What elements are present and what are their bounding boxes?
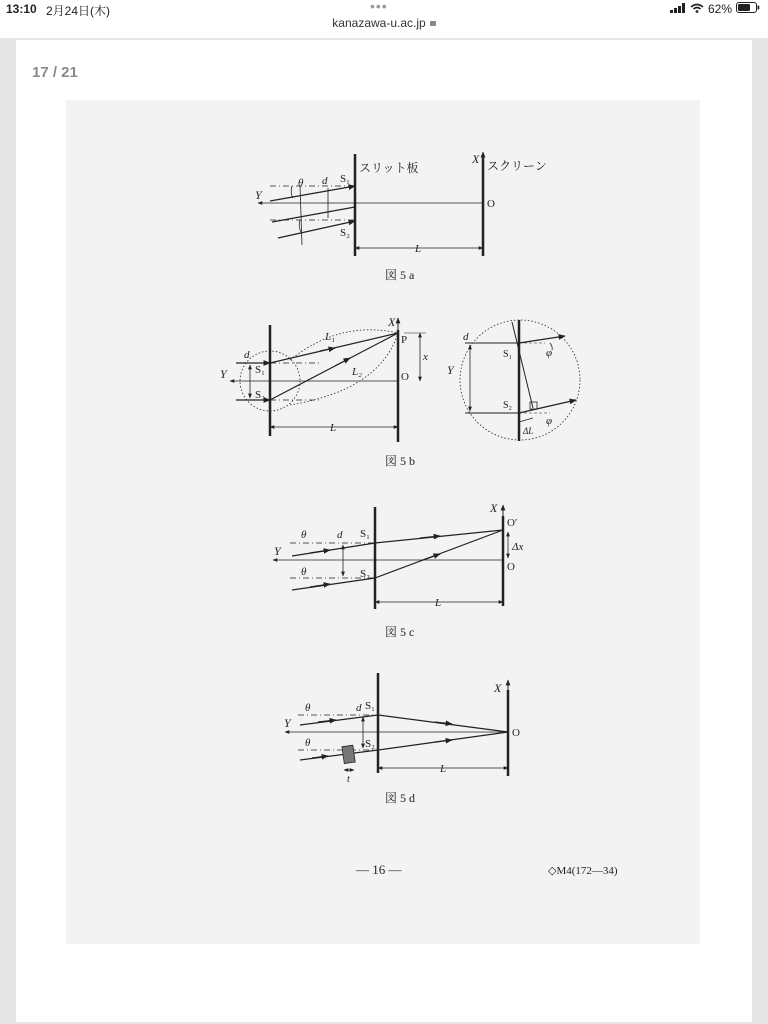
fig5c-s2-label: S₂: [360, 568, 370, 580]
battery-percent: 62%: [707, 2, 732, 16]
caption-5b: 図 5 b: [385, 454, 416, 468]
page-counter: 17 / 21: [32, 64, 78, 81]
fig5d-s2-label: S₂: [365, 738, 375, 750]
fig5c-x-axis-label: X: [490, 501, 498, 515]
screen-label: スクリーン: [487, 159, 547, 173]
d-label: d: [322, 175, 328, 187]
s1-label: S₁: [340, 173, 350, 185]
fig5b-s2-label: S₂: [255, 389, 265, 401]
l2-label: L₂: [352, 366, 362, 378]
fig5d-y-axis-label: Y: [284, 716, 291, 730]
fig5c-theta-top: θ: [301, 529, 307, 541]
multitasking-dots-icon[interactable]: •••: [370, 0, 388, 14]
fig5d-x-axis-label: X: [494, 681, 502, 695]
fig5b-x-axis-label: X: [388, 315, 396, 329]
zoom-s1-label: S₁: [503, 349, 513, 360]
fig5d-l-label: L: [440, 763, 447, 775]
fig5d-s1-label: S₁: [365, 700, 375, 712]
phi-label-top: φ: [546, 347, 553, 359]
fig5b-y-axis-label: Y: [220, 367, 227, 381]
fig5c-l-label: L: [435, 597, 442, 609]
l1-label: L₁: [325, 331, 335, 343]
delta-x-label: Δx: [512, 541, 524, 553]
url-text[interactable]: kanazawa-u.ac.jp: [332, 16, 426, 30]
fig5b-origin-label: O: [401, 371, 409, 383]
caption-5d: 図 5 d: [385, 791, 416, 805]
fig5c-y-axis-label: Y: [274, 544, 281, 558]
zoom-y-label: Y: [447, 363, 454, 377]
origin-label: O: [487, 198, 495, 210]
figure-5d: [285, 673, 508, 776]
fig5d-theta-bottom: θ: [305, 737, 311, 749]
fig5b-l-label: L: [330, 422, 337, 434]
o-prime-label: O′: [507, 517, 518, 529]
fig5b-d-label: d: [244, 349, 250, 361]
y-axis-label: Y: [255, 188, 262, 202]
fig5c-theta-bottom: θ: [301, 566, 307, 578]
page-number: — 16 —: [356, 862, 402, 877]
fig5d-theta-top: θ: [305, 702, 311, 714]
fig5c-origin-label: O: [507, 561, 515, 573]
clock: 13:10: [6, 2, 37, 16]
x-axis-label: X: [472, 152, 480, 166]
fig5d-origin-label: O: [512, 727, 520, 739]
document-code: ◇M4(172—34): [548, 865, 618, 877]
phi-label-bottom: φ: [546, 415, 553, 427]
thin-plate: [342, 745, 355, 763]
date: 2月24日(木): [46, 4, 111, 18]
zoom-s2-label: S₂: [503, 400, 513, 411]
s2-label: S₂: [340, 227, 350, 239]
caption-5c: 図 5 c: [385, 625, 415, 639]
fig5d-d-label: d: [356, 702, 362, 714]
fig5c-s1-label: S₁: [360, 528, 370, 540]
point-p-label: P: [401, 334, 408, 346]
fig5c-d-label: d: [337, 529, 343, 541]
slit-plate-label: スリット板: [359, 161, 419, 175]
caption-5a: 図 5 a: [385, 268, 415, 282]
distance-label: L: [415, 243, 422, 255]
delta-l-label: ΔL: [523, 426, 534, 436]
thickness-t-label: t: [347, 774, 350, 785]
theta-label: θ: [298, 177, 304, 189]
figure-5c: [273, 505, 508, 609]
zoom-d-label: d: [463, 331, 469, 343]
fig5b-s1-label: S₁: [255, 364, 265, 376]
fig5b-x-distance-label: x: [423, 351, 428, 363]
